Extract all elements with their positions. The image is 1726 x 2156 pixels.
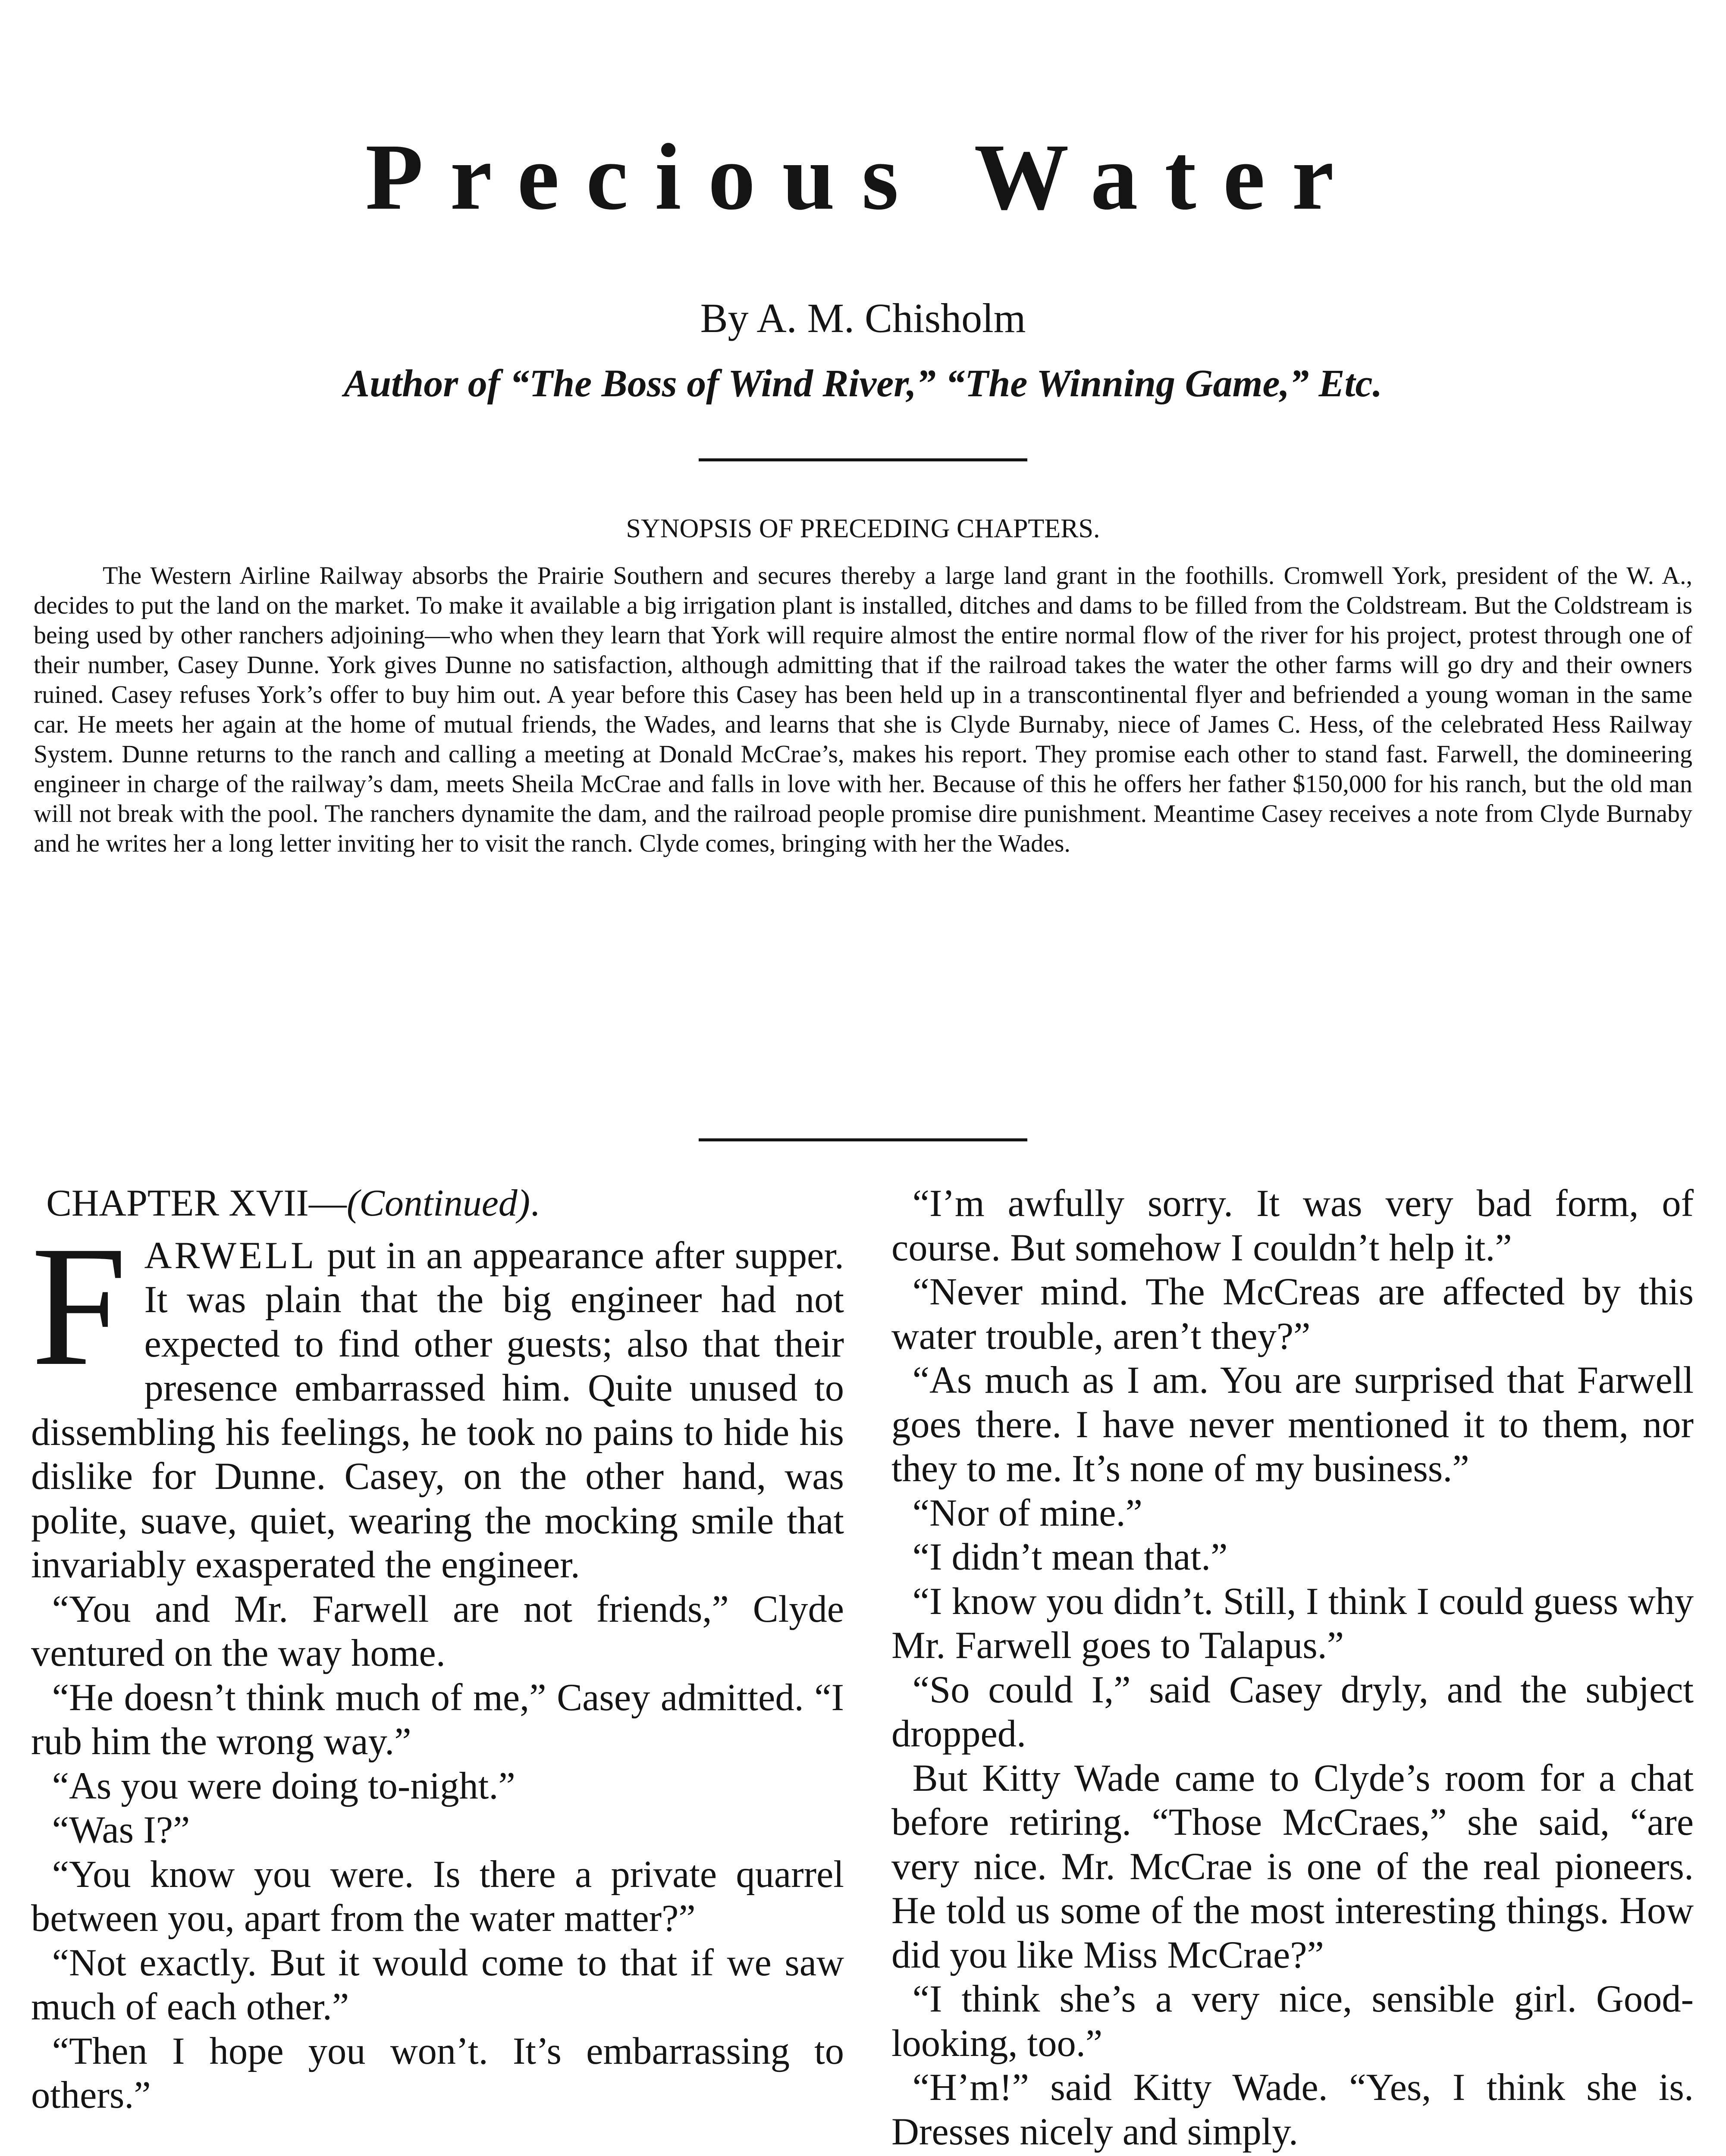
paragraph: “You know you were. Is there a private quarrel between you, apart from the water matter?” bbox=[31, 1853, 844, 1940]
paragraph: “You and Mr. Farwell are not friends,” Clyde ventured on the way home. bbox=[31, 1588, 844, 1674]
chapter-heading bbox=[31, 1181, 844, 1226]
synopsis-divider bbox=[699, 1138, 1027, 1141]
paragraph: “Then I hope you won’t. It’s embarrassing to others.” bbox=[31, 2030, 844, 2116]
opening-smallcaps: ARWELL bbox=[144, 1234, 317, 1277]
paragraph: “Was I?” bbox=[52, 1809, 190, 1851]
drop-cap: F bbox=[31, 1210, 127, 1401]
paragraph: But Kitty Wade came to Clyde’s room for a chat before retiring. “Those McCraes,” she said, “are very nice. Mr. McCrae is one of the real pioneers. He told us some of the most interesting things. How did you like Miss McCrae?” bbox=[891, 1757, 1694, 1976]
paragraph: “As much as I am. You are surprised that Farwell goes there. I have never mentioned it to them, nor they to me. It’s none of my business.” bbox=[891, 1359, 1694, 1490]
title-divider bbox=[699, 458, 1027, 461]
chapter-continued: (Continued) bbox=[346, 1182, 530, 1224]
paragraph: “Nor of mine.” bbox=[912, 1492, 1142, 1534]
story-title: Precious Water bbox=[365, 124, 1361, 229]
paragraph: “As you were doing to-night.” bbox=[52, 1764, 515, 1807]
synopsis-heading: SYNOPSIS OF PRECEDING CHAPTERS. bbox=[626, 514, 1100, 543]
opening-paragraph bbox=[31, 1210, 844, 1587]
paragraph: “He doesn’t think much of me,” Casey admitted. “I rub him the wrong way.” bbox=[31, 1676, 844, 1763]
synopsis-text: The Western Airline Railway absorbs the Prairie Southern and secures thereby a large land grant in the foothills. Cromwell York, president of the W. A., decides to put the land on the market. To make it available a big irrigation plant is installed, ditches and dams to be filled from the Coldstream. But the Coldstream is being used by other ranchers adjoining—who when they learn that York will require almost the entire normal flow of the river for his project, protest through one of their number, Casey Dunne. York gives Dunne no satisfaction, although admitting that if the railroad takes the water the other farms will go dry and their owners ruined. Casey refuses York’s offer to buy him out. A year before this Casey has been held up in a transcontinental flyer and befriended a young woman in the same car. He meets her again at the home of mutual friends, the Wades, and learns that she is Clyde Burnaby, niece of James C. Hess, of the celebrated Hess Railway System. Dunne returns to the ranch and calling a meeting at Donald McCrae’s, makes his report. They promise each other to stand fast. Farwell, the domineering engineer in charge of the railway’s dam, meets Sheila McCrae and falls in love with her. Because of this he offers her father $150,000 for his ranch, but the old man will not break with the pool. The ranchers dynamite the dam, and the railroad people promise dire punishment. Meantime Casey receives a note from Clyde Burnaby and he writes her a long letter inviting her to visit the ranch. Clyde comes, bringing with her the Wades. bbox=[34, 561, 1692, 857]
paragraph: “I didn’t mean that.” bbox=[912, 1536, 1228, 1578]
paragraph: “So could I,” said Casey dryly, and the subject dropped. bbox=[891, 1668, 1694, 1755]
left-column bbox=[31, 1181, 844, 2118]
chapter-heading-period: . bbox=[530, 1182, 540, 1224]
chapter-number: CHAPTER XVII— bbox=[46, 1182, 347, 1224]
paragraph: “I think she’s a very nice, sensible girl. Good-looking, too.” bbox=[891, 1978, 1694, 2065]
paragraph: “Never mind. The McCreas are affected by this water trouble, aren’t they?” bbox=[891, 1271, 1694, 1357]
byline: By A. M. Chisholm bbox=[700, 295, 1026, 341]
paragraph: “H’m!” said Kitty Wade. “Yes, I think she is. Dresses nicely and simply. bbox=[891, 2066, 1694, 2153]
opening-text: put in an appearance after supper. It was plain that the big engineer had not expected to find other guests; also that their presence embarrassed him. Quite unused to dissembling his feelings, he took no pains to hide his dislike for Dunne. Casey, on the other hand, was polite, suave, quiet, wearing the mocking smile that invariably exasperated the engineer. bbox=[31, 1234, 844, 1586]
paragraph: “I know you didn’t. Still, I think I could guess why Mr. Farwell goes to Talapus.” bbox=[891, 1580, 1694, 1667]
paragraph: “I’m awfully sorry. It was very bad form, of course. But somehow I couldn’t help it.” bbox=[891, 1182, 1694, 1269]
paragraph: “Not exactly. But it would come to that if we saw much of each other.” bbox=[31, 1941, 844, 2028]
author-credit: Author of “The Boss of Wind River,” “The Winning Game,” Etc. bbox=[344, 362, 1382, 405]
right-column bbox=[891, 1181, 1694, 2154]
